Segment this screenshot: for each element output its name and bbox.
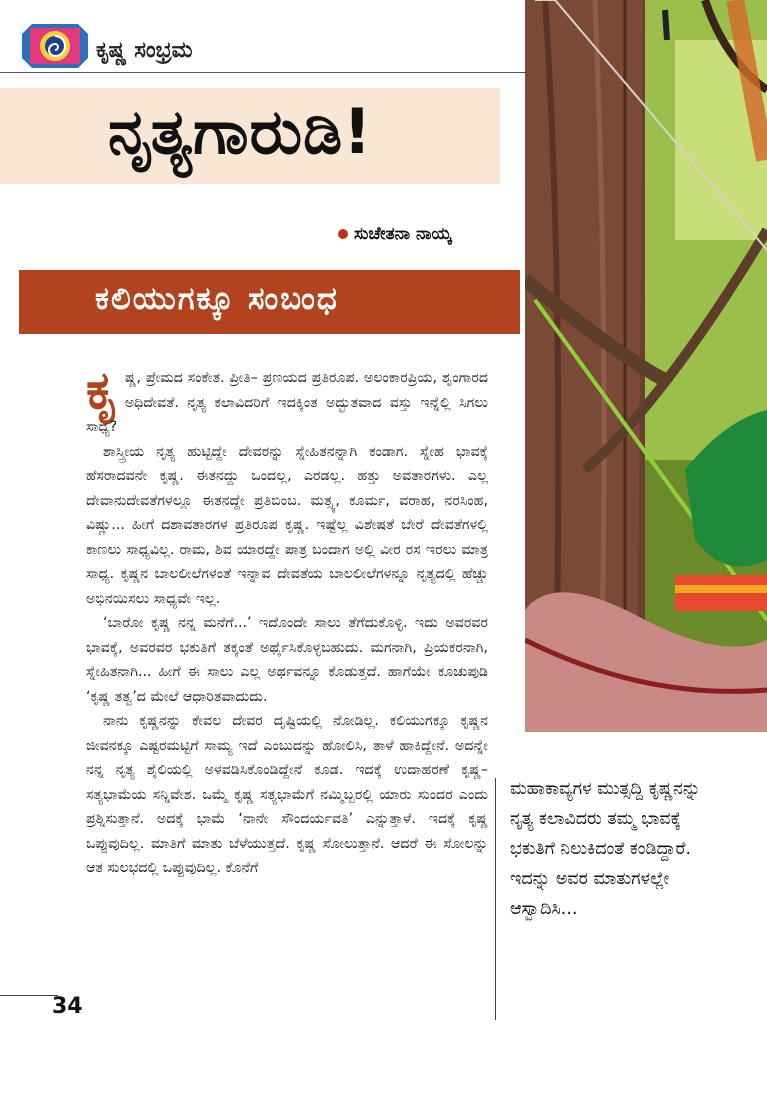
- section-label: ಕೃಷ್ಣ ಸಂಭ್ರಮ: [96, 38, 193, 63]
- section-logo-icon: [22, 24, 88, 68]
- drop-cap: ಕೃ: [86, 361, 119, 421]
- subhead: ಕಲಿಯುಗಕ್ಕೂ ಸಂಬಂಧ: [95, 281, 339, 317]
- dancer-photo: [525, 0, 767, 732]
- author-name: ಸುಚೇತನಾ ನಾಯ್ಕ: [354, 224, 452, 244]
- article-title: ನೃತ್ಯಗಾರುಡಿ!: [108, 95, 373, 168]
- sidebar-divider: [495, 778, 496, 1020]
- page-number-rule: [0, 995, 58, 996]
- article-body: [86, 361, 488, 881]
- paragraph: [86, 361, 488, 440]
- paragraph: ‘ಬಾರೋ ಕೃಷ್ಣ ನನ್ನ ಮನೆಗೆ...’ ಇದೊಂದೇ ಸಾಲು ತೆಗೆದುಕೊಳ್ಳಿ. ಇದು ಅವರವರ ಭಾವಕ್ಕೆ, ಅವರವರ ಭಕುತಿಗೆ ತಕ್ಕಂತೆ ಅರ್ಥೈಸಿಕೊಳ್ಳಬಹುದು. ಮಗನಾಗಿ, ಪ್ರಿಯಕರನಾಗಿ, ಸ್ನೇಹಿತನಾಗಿ... ಹೀಗೆ ಈ ಸಾಲು ಎಲ್ಲ ಅರ್ಥವನ್ನೂ ಕೊಡುತ್ತದೆ. ಹಾಗೆಯೇ ಕೂಚುಪುಡಿ ‘ಕೃಷ್ಣ ತತ್ವ’ದ ಮೇಲೆ ಆಧಾರಿತವಾದುದು.: [86, 615, 488, 705]
- paragraph-text: ಷ್ಣ, ಪ್ರೇಮದ ಸಂಕೇತ. ಪ್ರೀತಿ– ಪ್ರಣಯದ ಪ್ರತಿರೂಪ. ಅಲಂಕಾರಪ್ರಿಯ, ಶೃಂಗಾರದ ಅಧಿದೇವತೆ. ನೃತ್ಯ ಕಲಾವಿದರಿಗೆ ಇದಕ್ಕಿಂತ ಅದ್ಭುತವಾದ ವಸ್ತು ಇನ್ನೆಲ್ಲಿ ಸಿಗಲು ಸಾಧ್ಯ?: [86, 370, 488, 435]
- paragraph: ನಾನು ಕೃಷ್ಣನನ್ನು ಕೇವಲ ದೇವರ ದೃಷ್ಟಿಯಲ್ಲಿ ನೋಡಿಲ್ಲ. ಕಲಿಯುಗಕ್ಕೂ ಕೃಷ್ಣನ ಜೀವನಕ್ಕೂ ಎಷ್ಟರಮಟ್ಟಿಗೆ ಸಾಮ್ಯ ಇದೆ ಎಂಬುದನ್ನು ಹೋಲಿಸಿ, ತಾಳೆ ಹಾಕಿದ್ದೇನೆ. ಅದನ್ನೇ ನನ್ನ ನೃತ್ಯ ಶೈಲಿಯಲ್ಲಿ ಅಳವಡಿಸಿಕೊಂಡಿದ್ದೇನೆ ಕೂಡ. ಇದಕ್ಕೆ ಉದಾಹರಣೆ ಕೃಷ್ಣ–ಸತ್ಯಭಾಮೆಯ ಸನ್ನಿವೇಶ. ಒಮ್ಮೆ ಕೃಷ್ಣ ಸತ್ಯಭಾಮೆಗೆ ನಮ್ಮಿಬ್ಬರಲ್ಲಿ ಯಾರು ಸುಂದರ ಎಂದು ಪ್ರಶ್ನಿಸುತ್ತಾನೆ. ಅದಕ್ಕೆ ಭಾಮೆ ‘ನಾನೇ ಸೌಂದರ್ಯವತಿ’ ಎನ್ನುತ್ತಾಳೆ. ಇದಕ್ಕೆ ಕೃಷ್ಣ ಒಪ್ಪುವುದಿಲ್ಲ. ಮಾತಿಗೆ ಮಾತು ಬೆಳೆಯುತ್ತದೆ. ಕೃಷ್ಣ ಸೋಲುತ್ತಾನೆ. ಆದರೆ ಈ ಸೋಲನ್ನು ಆತ ಸುಲಭದಲ್ಲಿ ಒಪ್ಪುವುದಿಲ್ಲ. ಕೊನೆಗೆ: [86, 713, 488, 876]
- pull-quote: ಮಹಾಕಾವ್ಯಗಳ ಮುತ್ಸದ್ದಿ ಕೃಷ್ಣನನ್ನು ನೃತ್ಯ ಕಲಾವಿದರು ತಮ್ಮ ಭಾವಕ್ಕೆ ಭಕುತಿಗೆ ನಿಲುಕಿದಂತೆ ಕಂಡಿದ್ದಾರೆ. ಇದನ್ನು ಅವರ ಮಾತುಗಳಲ್ಲೇ ಆಸ್ವಾದಿಸಿ...: [510, 779, 701, 919]
- bullet-icon: [338, 229, 348, 239]
- page-number: 34: [52, 994, 83, 1019]
- byline: [338, 224, 451, 244]
- paragraph: ಶಾಸ್ತ್ರೀಯ ನೃತ್ಯ ಹುಟ್ಟಿದ್ದೇ ದೇವರನ್ನು ಸ್ನೇಹಿತನನ್ನಾಗಿ ಕಂಡಾಗ. ಸ್ನೇಹ ಭಾವಕ್ಕೆ ಹೆಸರಾದವನೇ ಕೃಷ್ಣ. ಈತನದ್ದು ಒಂದಲ್ಲ, ಎರಡಲ್ಲ. ಹತ್ತು ಅವತಾರಗಳು. ಎಲ್ಲ ದೇವಾನುದೇವತೆಗಳಲ್ಲೂ ಈತನದ್ದೇ ಪ್ರತಿಬಿಂಬ. ಮತ್ಸ್ಯ, ಕೂರ್ಮ, ವರಾಹ, ನರಸಿಂಹ, ವಿಷ್ಣು... ಹೀಗೆ ದಶಾವತಾರಗಳ ಪ್ರತಿರೂಪ ಕೃಷ್ಣ. ಇಷ್ಟೆಲ್ಲ ವಿಶೇಷತೆ ಬೇರೆ ದೇವತೆಗಳಲ್ಲಿ ಕಾಣಲು ಸಾಧ್ಯವಿಲ್ಲ. ರಾಮ, ಶಿವ ಯಾರದ್ದೇ ಪಾತ್ರ ಬಂದಾಗ ಅಲ್ಲಿ ವೀರ ರಸ ಇರಲು ಮಾತ್ರ ಸಾಧ್ಯ. ಕೃಷ್ಣನ ಬಾಲಲೀಲೆಗಳಂತೆ ಇನ್ನಾವ ದೇವತೆಯ ಬಾಲಲೀಲೆಗಳನ್ನೂ ನೃತ್ಯದಲ್ಲಿ ಹೆಚ್ಚು ಅಭಿನಯಿಸಲು ಸಾಧ್ಯವೇ ಇಲ್ಲ.: [86, 443, 488, 607]
- header-divider: [0, 72, 525, 73]
